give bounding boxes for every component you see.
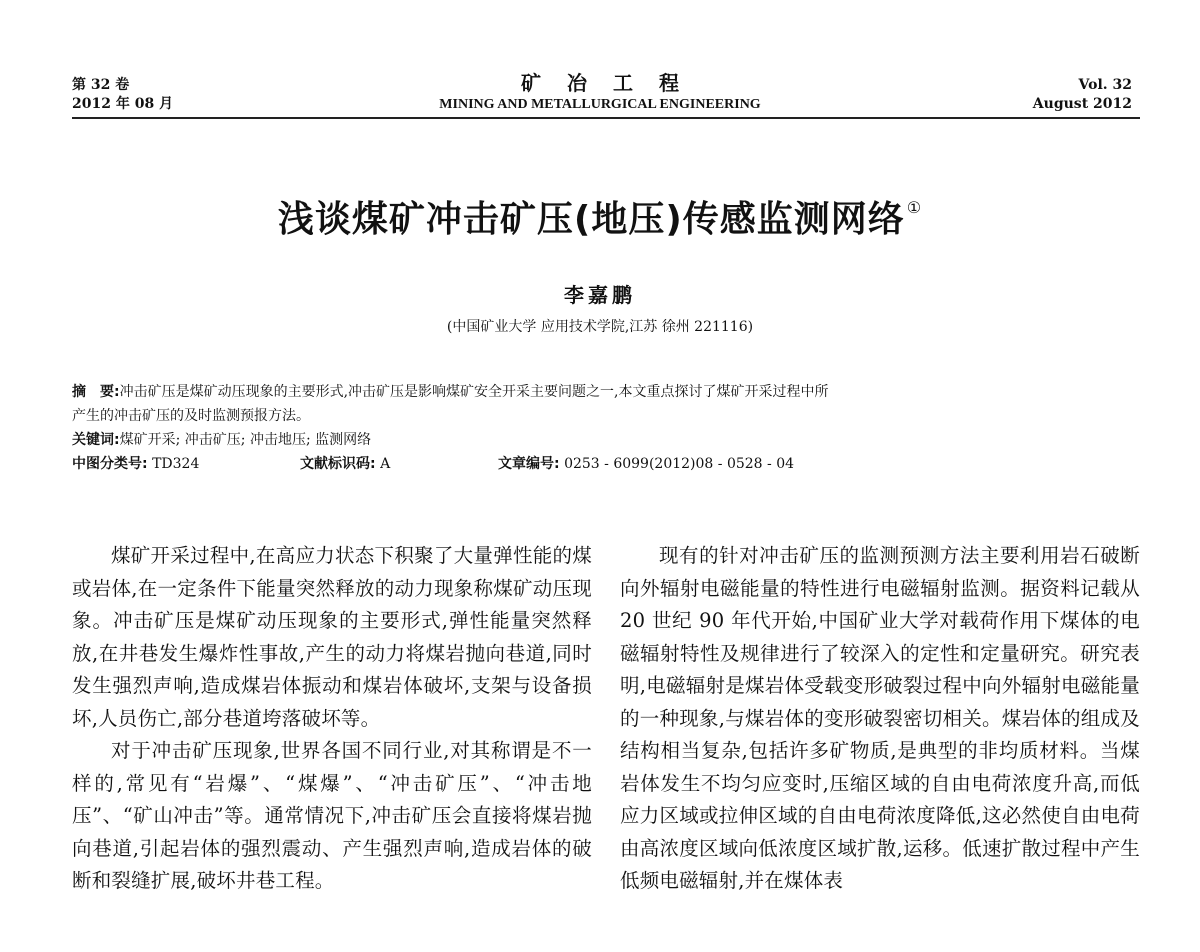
abstract-line-2	[72, 404, 1142, 428]
body-paragraph: 煤矿开采过程中,在高应力状态下积聚了大量弹性能的煤或岩体,在一定条件下能量突然释放的动力现象称煤矿动压现象。冲击矿压是煤矿动压现象的主要形式,弹性能量突然释放,在井巷发生爆炸性事故,产生的动力将煤岩抛向巷道,同时发生强烈声响,造成煤岩体振动和煤岩体破坏,支架与设备损坏,人员伤亡,部分巷道垮落破坏等。	[72, 544, 592, 730]
clc-group	[72, 452, 300, 476]
abstract-block	[72, 380, 1142, 476]
body-column-left	[72, 540, 592, 898]
header-rule	[72, 117, 1140, 119]
article-no-label: 文章编号:	[498, 456, 560, 472]
doc-code-label: 文献标识码:	[300, 456, 376, 472]
clc-label: 中图分类号:	[72, 456, 148, 472]
doc-code: A	[380, 456, 391, 472]
body-column-right	[620, 540, 1140, 898]
date-cn: 2012 年 08 月	[72, 96, 174, 112]
title-footnote-mark: ①	[906, 198, 923, 217]
journal-name-cn: 矿冶工程	[521, 71, 705, 95]
article-no: 0253 - 6099(2012)08 - 0528 - 04	[564, 456, 795, 472]
author: 李嘉鹏	[564, 283, 636, 307]
doc-code-group	[300, 452, 498, 476]
clc-code: TD324	[152, 456, 200, 472]
article-no-group	[498, 452, 794, 476]
keywords: 煤矿开采; 冲击矿压; 冲击地压; 监测网络	[119, 432, 372, 448]
date-en: August 2012	[1032, 96, 1132, 112]
article-title-block	[0, 186, 1200, 242]
body-paragraph: 对于冲击矿压现象,世界各国不同行业,对其称谓是不一样的,常见有“岩爆”、“煤爆”、“冲击矿压”、“冲击地压”、“矿山冲击”等。通常情况下,冲击矿压会直接将煤岩抛向巷道,引起岩体的强烈震动、产生强烈声响,造成岩体的破断和裂缝扩展,破坏井巷工程。	[72, 739, 592, 892]
abstract-line-1	[72, 380, 1142, 404]
article-title: 浅谈煤矿冲击矿压(地压)传感监测网络	[277, 199, 905, 240]
keywords-line	[72, 428, 1142, 452]
header-center	[0, 70, 1200, 114]
abstract-text-2: 产生的冲击矿压的及时监测预报方法。	[72, 408, 310, 424]
journal-name-en: MINING AND METALLURGICAL ENGINEERING	[439, 97, 761, 112]
body-paragraph: 现有的针对冲击矿压的监测预测方法主要利用岩石破断向外辐射电磁能量的特性进行电磁辐射监测。据资料记载从 20 世纪 90 年代开始,中国矿业大学对载荷作用下煤体的电磁辐射特性及规律进行了较深入的定性和定量研究。研究表明,电磁辐射是煤岩体受载变形破裂过程中向外辐射电磁能量的一种现象,与煤岩体的变形破裂密切相关。煤岩体的组成及结构相当复杂,包括许多矿物质,是典型的非均质材料。当煤岩体发生不均匀应变时,压缩区域的自由电荷浓度升高,而低应力区域或拉伸区域的自由电荷浓度降低,这必然使自由电荷由高浓度区域向低浓度区域扩散,运移。低速扩散过程中产生低频电磁辐射,并在煤体表	[620, 544, 1140, 892]
affiliation: (中国矿业大学 应用技术学院,江苏 徐州 221116)	[446, 319, 754, 335]
keywords-label: 关键词:	[72, 432, 120, 448]
abstract-text-1: 冲击矿压是煤矿动压现象的主要形式,冲击矿压是影响煤矿安全开采主要问题之一,本文重点探讨了煤矿开采过程中所	[119, 384, 829, 400]
header-right	[1033, 76, 1132, 114]
classification-line	[72, 452, 1142, 476]
volume-cn: 第 32 卷	[72, 77, 130, 93]
abstract-label: 摘 要:	[72, 384, 120, 400]
volume-en: Vol. 32	[1078, 77, 1132, 93]
